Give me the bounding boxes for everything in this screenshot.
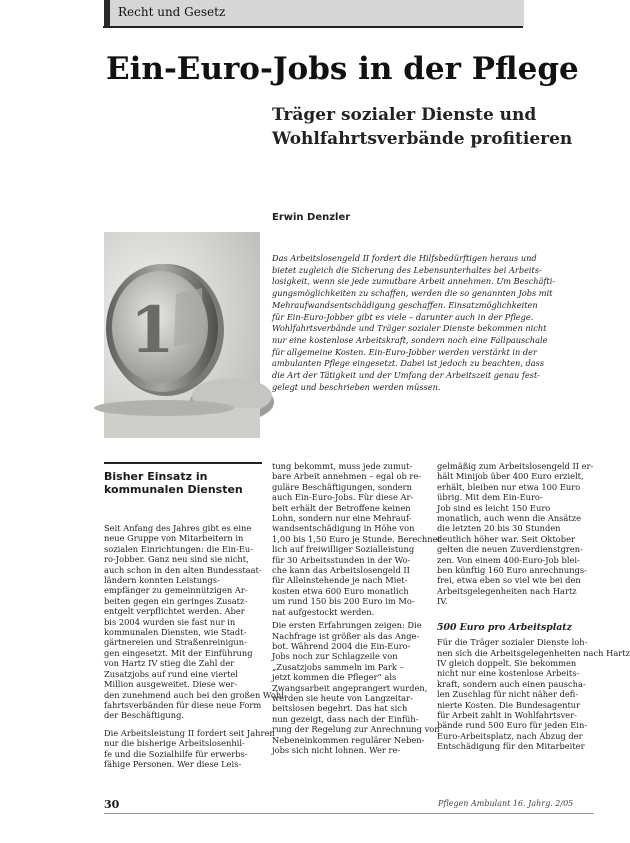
body-line: Seit Anfang des Jahres gibt es eine	[104, 523, 252, 533]
body-line: Entschädigung für den Mitarbeiter	[437, 741, 585, 752]
body-line: ländern konnten Leistungs-	[104, 575, 220, 586]
author-name: Erwin Denzler	[272, 212, 351, 223]
body-line: wandsentschädigung in Höhe von	[272, 523, 415, 534]
body-column-2	[272, 461, 441, 755]
body-line: gelten die neuen Zuverdienstgren-	[437, 544, 583, 555]
body-line: der Beschäftigung.	[104, 710, 185, 721]
body-line: bis 2004 wurden sie fast nur in	[104, 616, 236, 627]
body-line: erhält, bleiben nur etwa 100 Euro	[437, 481, 581, 492]
body-line: ben künftig 160 Euro anrechnungs-	[437, 565, 587, 576]
lead-line: gelegt und beschrieben werden müssen.	[272, 381, 441, 392]
body-line: nur die bisherige Arbeitslosenhil-	[104, 738, 245, 749]
body-line: für Arbeit zahlt in Wohlfahrtsver-	[437, 709, 577, 720]
body-line: Zwangsarbeit angeprangert wurden,	[272, 682, 428, 693]
column1-heading	[104, 470, 262, 496]
body-line: len Zuschlag für nicht näher defi-	[437, 689, 579, 700]
body-line: frei, etwa eben so viel wie bei den	[437, 575, 581, 586]
body-line: die letzten 20 bis 30 Stunden	[437, 523, 561, 534]
lead-line: Das Arbeitslosengeld II fordert die Hilfsbedürftigen heraus und	[272, 253, 537, 263]
body-line: jetzt kommen die Pfleger“ als	[272, 672, 397, 683]
column1-heading-box	[104, 462, 262, 508]
body-line: deutlich höher war. Seit Oktober	[437, 533, 575, 544]
body-line: Million ausgeweitet. Diese wer-	[104, 679, 238, 690]
body-line: neue Gruppe von Mitarbeitern in	[104, 533, 244, 544]
body-line: „Zusatzjobs sammeln im Park –	[272, 661, 404, 672]
body-line: um rund 150 bis 200 Euro im Mo-	[272, 596, 415, 607]
body-line: übrig. Mit dem Ein-Euro-	[437, 492, 543, 503]
body-line: sozialen Einrichtungen: die Ein-Eu-	[104, 543, 254, 554]
footer-source: Pflegen Ambulant 16. Jahrg. 2/05	[438, 799, 574, 808]
body-line: Für die Träger sozialer Dienste loh-	[437, 637, 588, 648]
lead-line: nur eine kostenlose Arbeitskraft, sondern noch eine Fallpauschale	[272, 334, 548, 345]
body-line: den zunehmend auch bei den großen Wohl-	[104, 689, 287, 700]
body-line: Die ersten Erfahrungen zeigen: Die	[272, 620, 422, 631]
body-line: gelmäßig zum Arbeitslosengeld II er-	[437, 461, 594, 471]
section-header-bar	[104, 0, 524, 26]
heading-line: Bisher Einsatz in	[104, 470, 208, 483]
body-line: ro-Jobber. Ganz neu sind sie nicht,	[104, 554, 249, 565]
column3-subheading: 500 Euro pro Arbeitsplatz	[437, 621, 572, 633]
body-line: jobs sich nicht lohnen. Wer re-	[272, 744, 401, 755]
body-line: empfänger zu gemeinnützigen Ar-	[104, 585, 248, 596]
body-line: Jobs noch zur Schlagzeile von	[272, 651, 398, 662]
body-line: Die Arbeitsleistung II fordert seit Jahren	[104, 727, 275, 738]
body-line: Nachfrage ist größer als das Ange-	[272, 630, 420, 641]
body-line: von Hartz IV stieg die Zahl der	[104, 658, 235, 669]
body-column-3	[437, 461, 630, 752]
body-line: beit erhält der Betroffene keinen	[272, 502, 411, 513]
svg-text:1: 1	[130, 293, 175, 368]
body-line: fahrtsverbänden für diese neue Form	[104, 699, 262, 710]
body-line: bot. Während 2004 die Ein-Euro-	[272, 640, 411, 651]
lead-line: ambulanten Pflege eingesetzt. Dabei ist jedoch zu beachten, dass	[272, 358, 545, 369]
subtitle-line: Wohlfahrtsverbände profitieren	[272, 129, 573, 149]
body-line: beiten gegen ein geringes Zusatz-	[104, 595, 248, 606]
body-line: auch schon in den alten Bundesstaat-	[104, 564, 262, 575]
body-line: nierte Kosten. Die Bundesagentur	[437, 699, 581, 710]
body-line: für 30 Arbeitsstunden in der Wo-	[272, 554, 411, 565]
euro-coin-photo	[104, 232, 260, 438]
subtitle-line: Träger sozialer Dienste und	[272, 105, 537, 125]
body-line: hält Minijob über 400 Euro erzielt,	[437, 471, 584, 482]
body-line: tung bekommt, muss jede zumut-	[272, 461, 413, 471]
body-line: Arbeitsgelegenheiten nach Hartz	[437, 585, 577, 596]
footer-divider	[104, 813, 594, 814]
lead-line: die Art der Tätigkeit und der Umfang der Arbeitszeit genau fest-	[272, 370, 541, 381]
body-line: auch Ein-Euro-Jobs. Für diese Ar-	[272, 492, 414, 503]
lead-line: für Ein-Euro-Jobber gibt es viele – darunter auch in der Pflege.	[272, 311, 534, 322]
body-line: fähige Personen. Wer diese Leis-	[104, 758, 242, 769]
body-line: gen eingesetzt. Mit der Einführung	[104, 647, 253, 658]
body-line: bare Arbeit annehmen – egal ob re-	[272, 471, 422, 482]
body-line: Lohn, sondern nur eine Mehrauf-	[272, 513, 412, 524]
lead-line: für allgemeine Kosten. Ein-Euro-Jobber werden verstärkt in der	[272, 346, 537, 357]
body-line: nicht nur eine kostenlose Arbeits-	[437, 668, 580, 679]
lead-paragraph	[272, 253, 590, 393]
lead-line: Wohlfahrtsverbände und Träger sozialer Dienste bekommen nicht	[272, 323, 547, 334]
article-subtitle	[272, 103, 592, 151]
section-divider	[103, 26, 523, 28]
body-line: entgelt verpflichtet werden. Aber	[104, 606, 245, 617]
section-label: Recht und Gesetz	[118, 5, 226, 19]
body-line: guläre Beschäftigungen, sondern	[272, 481, 412, 492]
lead-line: gungsmöglichkeiten zu schaffen, werden die so genannten Jobs mit	[272, 288, 553, 299]
body-line: IV.	[437, 596, 448, 607]
body-line: werden sie heute von Langzeitar-	[272, 692, 413, 703]
body-line: fe und die Sozialhilfe für erwerbs-	[104, 748, 248, 759]
body-line: 1,00 bis 1,50 Euro je Stunde. Berechnet	[272, 533, 441, 544]
body-line: nat aufgestockt werden.	[272, 606, 375, 617]
body-line: kraft, sondern auch einen pauscha-	[437, 678, 586, 689]
body-line: nun gezeigt, dass nach der Einfüh-	[272, 713, 419, 724]
lead-line: Mehraufwandsentschädigung geschaffen. Einsatzmöglichkeiten	[272, 299, 538, 310]
body-column-1	[104, 523, 287, 769]
body-line: monatlich, auch wenn die Ansätze	[437, 513, 581, 524]
body-line: lich auf freiwilliger Sozialleistung	[272, 544, 415, 555]
body-line: nen sich die Arbeitsgelegenheiten nach Hartz	[437, 647, 630, 658]
article-title: Ein-Euro-Jobs in der Pflege	[106, 51, 579, 87]
body-line: Zusatzjobs auf rund eine viertel	[104, 668, 238, 679]
body-line: zen. Von einem 400-Euro-Job blei-	[437, 554, 580, 565]
page-number: 30	[104, 798, 120, 811]
body-line: gärtnereien und Straßenreinigun-	[104, 637, 247, 648]
body-line: Job sind es leicht 150 Euro	[437, 502, 551, 513]
lead-line: losigkeit, wenn sie jede zumutbare Arbeit annehmen. Um Beschäfti-	[272, 276, 556, 287]
euro-coin-icon	[104, 232, 260, 438]
body-line: Euro-Arbeitsplatz, nach Abzug der	[437, 730, 583, 741]
body-line: bände rund 500 Euro für jeden Ein-	[437, 720, 588, 731]
body-line: kommunalen Diensten, wie Stadt-	[104, 627, 247, 638]
lead-line: bietet zugleich die Sicherung des Lebensunterhaltes bei Arbeits-	[272, 264, 542, 275]
body-line: für Alleinstehende je nach Miet-	[272, 575, 408, 586]
heading-line: kommunalen Diensten	[104, 483, 243, 496]
body-line: Nebeneinkommen regulärer Neben-	[272, 734, 425, 745]
body-line: kosten etwa 600 Euro monatlich	[272, 585, 409, 596]
body-line: che kann das Arbeitslosengeld II	[272, 565, 410, 576]
body-line: rung der Regelung zur Anrechnung von	[272, 724, 440, 735]
body-line: beitslosen begehrt. Das hat sich	[272, 703, 408, 714]
body-line: IV gleich doppelt. Sie bekommen	[437, 657, 577, 668]
